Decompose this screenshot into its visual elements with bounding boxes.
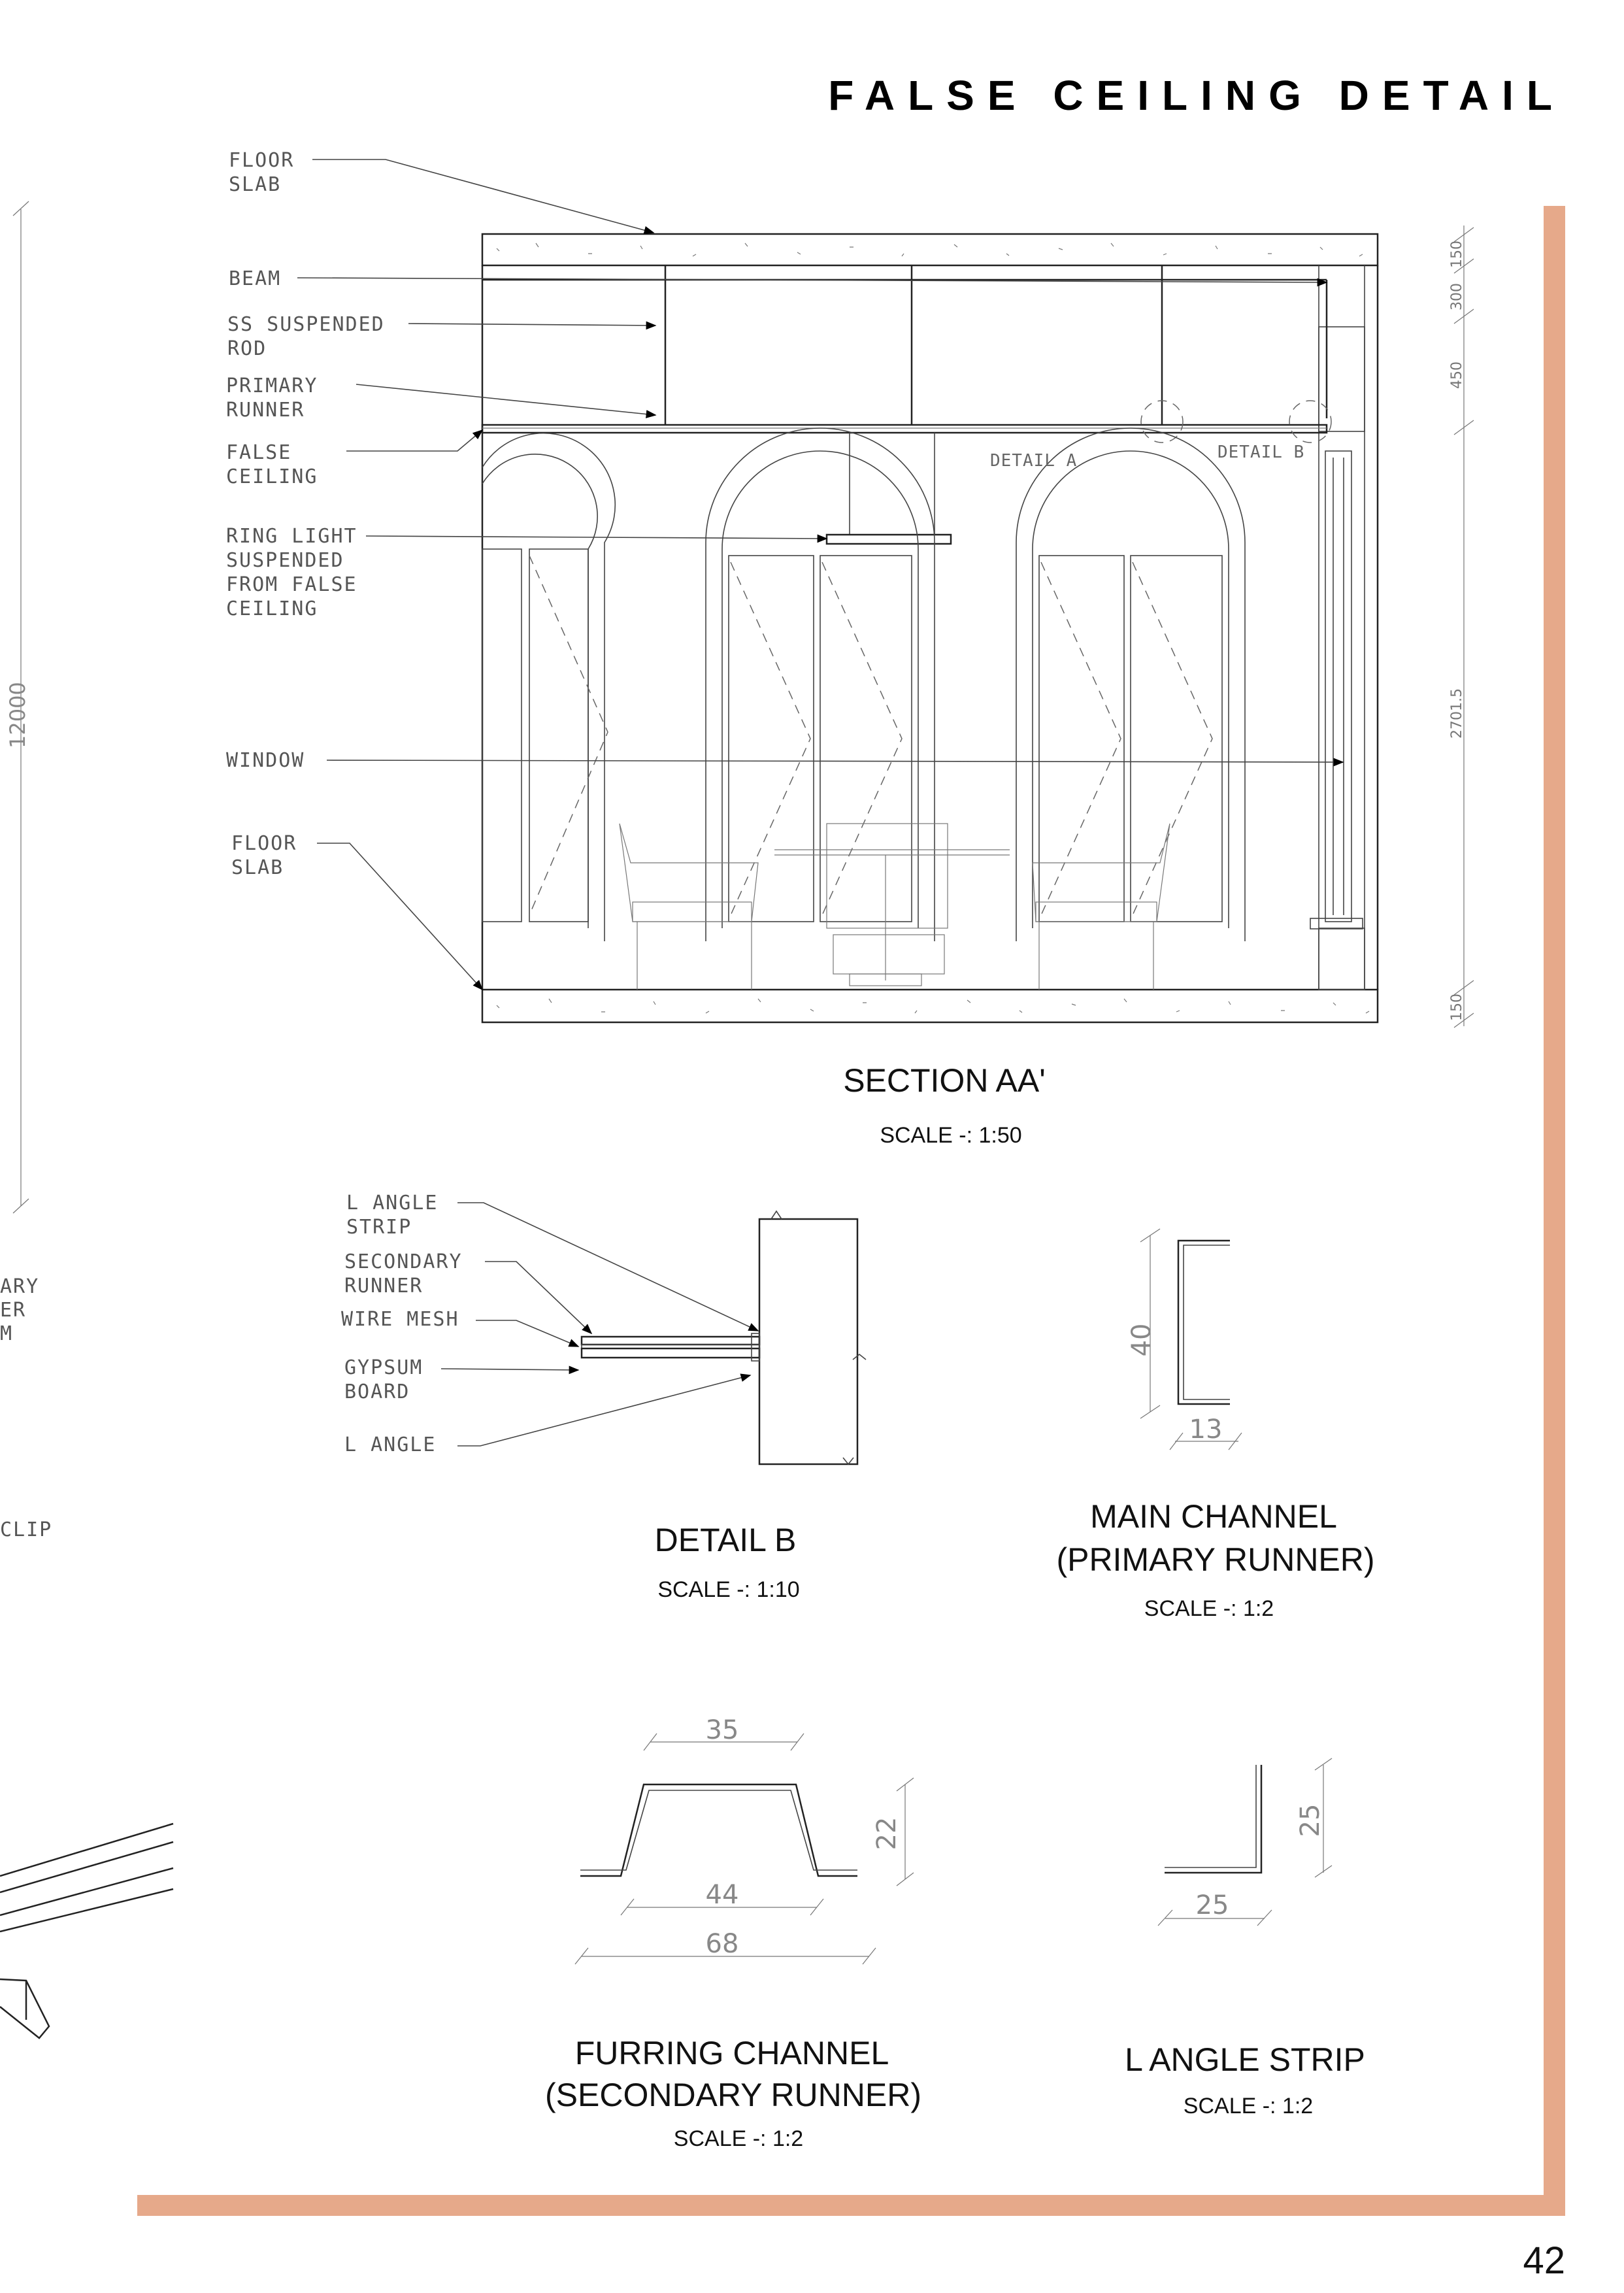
label-primary-runner-1: PRIMARY [226, 375, 318, 397]
l-angle-dim-width: 25 [1195, 1890, 1229, 1920]
label-floor-slab-bottom-1: FLOOR [231, 832, 297, 855]
page-title: FALSE CEILING DETAIL [828, 72, 1565, 119]
callout-detail-a: DETAIL A [990, 451, 1078, 471]
label-false-ceiling-1: FALSE [226, 441, 292, 464]
label-ring-light-1: RING LIGHT [226, 525, 357, 548]
label-ss-rod-2: ROD [227, 337, 267, 360]
label-floor-slab-top-1: FLOOR [229, 149, 295, 172]
left-fragment-3: M [0, 1322, 14, 1345]
label-ring-light-2: SUSPENDED [226, 549, 344, 572]
furring-channel-scale: SCALE -: 1:2 [673, 2126, 804, 2151]
label-ss-rod-1: SS SUSPENDED [227, 313, 385, 336]
label-secondary-runner-1: SECONDARY [344, 1250, 463, 1273]
furring-channel-title-1: FURRING CHANNEL [574, 2035, 889, 2071]
accent-border-bottom [137, 2195, 1565, 2216]
label-primary-runner-2: RUNNER [226, 399, 305, 422]
l-angle-dim-height: 25 [1295, 1803, 1325, 1837]
label-l-angle-strip-1: L ANGLE [346, 1192, 439, 1214]
l-angle-strip-drawing [1125, 1758, 1365, 2118]
detail-b-drawing [582, 1211, 866, 1464]
detail-b-scale: SCALE -: 1:10 [657, 1577, 800, 1602]
dim-300: 300 [1449, 283, 1465, 310]
dim-2701-5: 2701.5 [1449, 688, 1465, 739]
label-secondary-runner-2: RUNNER [344, 1275, 423, 1297]
svg-text:FALSECEILING [226, 441, 318, 488]
page-number: 42 [1523, 2239, 1565, 2282]
svg-text:SS SUSPENDEDROD [227, 313, 385, 360]
furring-channel-drawing [545, 1715, 921, 2151]
label-window: WINDOW [226, 749, 305, 772]
label-floor-slab-bottom-2: SLAB [231, 856, 284, 879]
svg-text:FLOORSLAB [229, 149, 294, 196]
l-angle-strip-title: L ANGLE STRIP [1125, 2041, 1365, 2078]
svg-text:BEAM [229, 267, 281, 290]
callout-detail-b: DETAIL B [1218, 443, 1305, 462]
main-channel-title-2: (PRIMARY RUNNER) [1056, 1541, 1375, 1578]
main-channel-scale: SCALE -: 1:2 [1144, 1596, 1274, 1621]
svg-text:SECONDARYRUNNER [344, 1250, 463, 1297]
left-fragment-1: ARY [0, 1275, 40, 1298]
svg-text:L ANGLE [344, 1433, 436, 1456]
label-ring-light-3: FROM FALSE [226, 573, 357, 596]
section-aa-drawing [482, 226, 1474, 1028]
dim-150-bottom: 150 [1449, 994, 1465, 1021]
label-floor-slab-top-2: SLAB [229, 173, 282, 196]
dim-450: 450 [1449, 361, 1465, 389]
label-l-angle: L ANGLE [344, 1433, 437, 1456]
left-fragment-clip: CLIP [0, 1518, 53, 1541]
svg-text:PRIMARYRUNNER [226, 375, 318, 422]
label-wire-mesh: WIRE MESH [341, 1308, 459, 1331]
label-gypsum-board-1: GYPSUM [344, 1356, 423, 1379]
label-gypsum-board-2: BOARD [344, 1381, 410, 1403]
main-channel-title-1: MAIN CHANNEL [1090, 1498, 1337, 1535]
left-fragment-2: ER [0, 1299, 27, 1322]
section-aa-labels [226, 149, 1465, 1148]
svg-text:L ANGLESTRIP [346, 1192, 438, 1239]
label-ring-light-4: CEILING [226, 597, 318, 620]
svg-text:WIRE MESH [341, 1308, 459, 1331]
dim-150-top: 150 [1449, 241, 1465, 268]
detail-b-title: DETAIL B [654, 1522, 797, 1558]
bottom-floor-slab [482, 990, 1378, 1022]
furring-dim-inner: 44 [705, 1880, 739, 1910]
furring-dim-overall: 68 [705, 1929, 739, 1959]
main-channel-dim-width: 13 [1189, 1414, 1223, 1445]
furring-dim-height: 22 [872, 1816, 902, 1850]
svg-text:GYPSUMBOARD [344, 1356, 423, 1403]
detail-b-labels [341, 1192, 800, 1602]
top-floor-slab [482, 234, 1378, 265]
section-aa-scale: SCALE -: 1:50 [880, 1123, 1022, 1148]
svg-text:WINDOW [226, 749, 305, 772]
label-false-ceiling-2: CEILING [226, 465, 318, 488]
main-channel-dim-height: 40 [1127, 1323, 1157, 1357]
section-aa-title: SECTION AA' [843, 1062, 1046, 1099]
furring-dim-top: 35 [705, 1715, 739, 1745]
main-channel-drawing [1056, 1229, 1374, 1621]
l-angle-strip-scale: SCALE -: 1:2 [1183, 2094, 1314, 2118]
svg-text:RING LIGHTSUSPENDEDFROM FALSEC [226, 525, 357, 620]
label-beam: BEAM [229, 267, 282, 290]
svg-text:FLOORSLAB [231, 832, 297, 879]
furring-channel-title-2: (SECONDARY RUNNER) [544, 2077, 922, 2113]
left-partial-drawing [0, 201, 173, 2038]
left-dim-12000: 12000 [5, 682, 30, 748]
accent-border-right [1544, 206, 1565, 2216]
label-l-angle-strip-2: STRIP [346, 1216, 412, 1239]
